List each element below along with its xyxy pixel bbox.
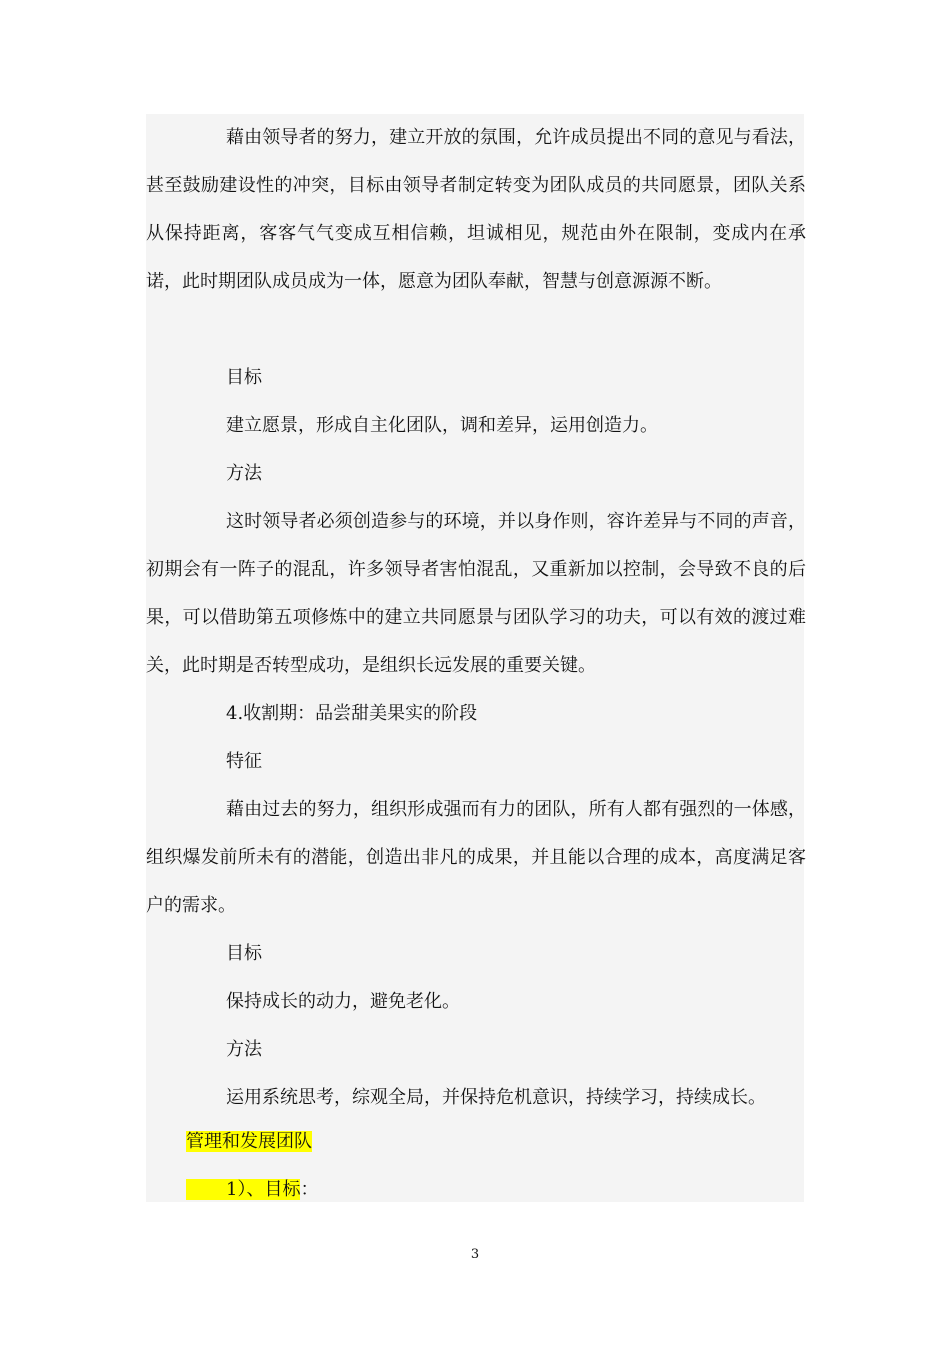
page-number: 3 xyxy=(470,1247,480,1262)
section-title-manage-develop-team xyxy=(186,1128,312,1156)
heading-feature: 特征 xyxy=(226,751,262,772)
paragraph-goal-2: 保持成长的动力，避免老化。 xyxy=(226,991,460,1012)
paragraph-feature: 藉由过去的努力，组织形成强而有力的团队，所有人都有强烈的一体感，组织爆发前所未有的潜能，创造出非凡的成果，并且能以合理的成本，高度满足客户的需求。 xyxy=(146,799,806,916)
list-item-goal xyxy=(186,1176,318,1204)
heading-goal-2: 目标 xyxy=(226,943,262,964)
highlight-item-goal: 1）、目标 xyxy=(186,1179,300,1200)
paragraph-goal: 建立愿景，形成自主化团队，调和差异，运用创造力。 xyxy=(226,415,658,436)
heading-method: 方法 xyxy=(226,463,262,484)
highlight-section-title: 管理和发展团队 xyxy=(186,1131,312,1152)
paragraph-method-2: 运用系统思考，综观全局，并保持危机意识，持续学习，持续成长。 xyxy=(226,1087,766,1108)
heading-method-2: 方法 xyxy=(226,1039,262,1060)
paragraph-method: 这时领导者必须创造参与的环境，并以身作则，容许差异与不同的声音，初期会有一阵子的混乱，许多领导者害怕混乱，又重新加以控制，会导致不良的后果，可以借助第五项修炼中的建立共同愿景与团队学习的功夫，可以有效的渡过难关，此时期是否转型成功，是组织长远发展的重要关键。 xyxy=(146,511,806,676)
heading-stage-harvest: 4.收割期：品尝甜美果实的阶段 xyxy=(226,703,478,724)
paragraph-team-norming-description: 藉由领导者的努力，建立开放的氛围，允许成员提出不同的意见与看法，甚至鼓励建设性的冲突，目标由领导者制定转变为团队成员的共同愿景，团队关系从保持距离，客客气气变成互相信赖，坦诚相见，规范由外在限制，变成内在承诺，此时期团队成员成为一体，愿意为团队奉献，智慧与创意源源不断。 xyxy=(146,127,806,292)
item-goal-colon: ： xyxy=(300,1179,319,1200)
heading-goal: 目标 xyxy=(226,367,262,388)
